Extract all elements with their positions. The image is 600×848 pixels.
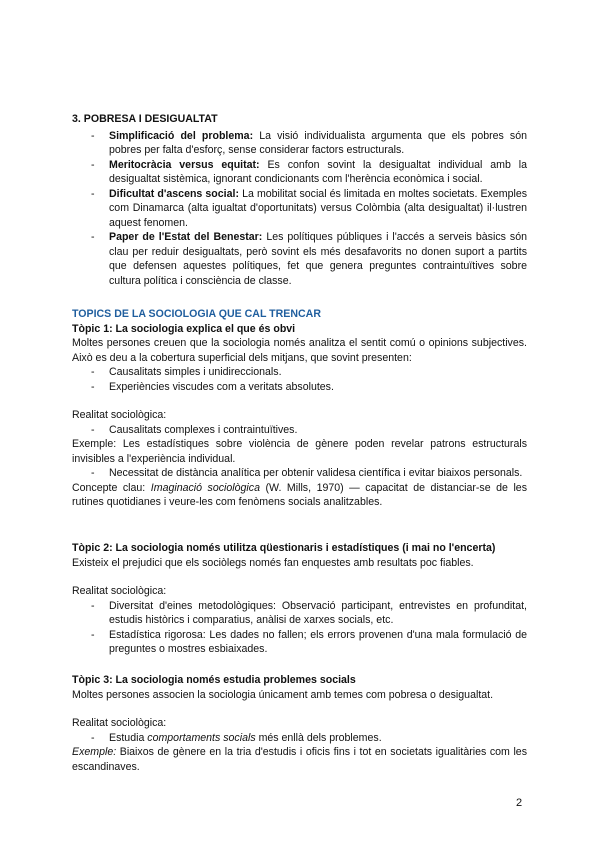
- item-rest: més enllà dels problemes.: [255, 731, 382, 744]
- item-text: La visió individualista argumenta que els pobres són pobres per falta d'esforç, sense considerar factors estructurals.: [109, 129, 528, 156]
- item-term: Simplificació del problema:: [109, 129, 254, 142]
- topic1-concept: [72, 481, 527, 510]
- topic1-intro: Moltes persones creuen que la sociologia només analitza el sentit comú o opinions subjectives. Això es deu a la cobertura superficial dels mitjans, que sovint presenten:: [72, 337, 527, 364]
- item-term: Paper de l'Estat del Benestar:: [109, 231, 263, 243]
- topic3-intro: Moltes persones associen la sociologia únicament amb temes com pobresa o desigualtat.: [72, 688, 494, 701]
- topic2-realitat: Realitat sociològica:: [72, 585, 167, 597]
- topic1-title: Tòpic 1: La sociologia explica el que és obvi: [72, 322, 296, 335]
- example-text: Biaixos de gènere en la tria d'estudis i oficis fins i tot en societats igualitàries com les escandinaves.: [72, 746, 527, 773]
- section-title: 3. POBRESA I DESIGUALTAT: [72, 113, 218, 125]
- topics-section: [72, 307, 527, 510]
- list-item: - Necessitat de distància analítica per obtenir validesa científica i evitar biaixos personals.: [72, 466, 527, 481]
- topic1-list3: [72, 466, 527, 481]
- topic2-list: [72, 599, 527, 657]
- item-term: Meritocràcia versus equitat:: [109, 158, 260, 171]
- item-text: Es confon sovint la desigualtat individual amb la desigualtat sistèmica, ignorant condicionants com l'herència econòmica i social.: [109, 158, 527, 185]
- topic3-title: Tòpic 3: La sociologia només estudia problemes socials: [72, 674, 356, 686]
- topic1-realitat: Realitat sociològica:: [72, 409, 167, 421]
- item-text: Les polítiques públiques i l'accés a serveis bàsics són clau per reduir desigualtats, però sovint els més desafavorits no donen suport a partits que defensen aquestes polítiques, fet que genera preguntes contraintuïtives sobre cultura política i consciència de classe.: [109, 231, 528, 287]
- topics-heading: TOPICS DE LA SOCIOLOGIA QUE CAL TRENCAR: [72, 308, 321, 320]
- list-item: [72, 731, 527, 746]
- topic2-intro: Existeix el prejudici que els sociòlegs només fan enquestes amb resultats poc fiables.: [72, 556, 474, 569]
- list-item: [72, 129, 527, 158]
- section-poverty: [72, 112, 527, 288]
- list-item: [72, 187, 527, 231]
- concept-term: Imaginació sociològica: [150, 481, 260, 494]
- item-term: comportaments socials: [147, 731, 256, 744]
- list-item: - Causalitats complexes i contraintuïtives.: [72, 423, 527, 438]
- item-prefix: Estudia: [109, 731, 148, 744]
- page-number: 2: [516, 797, 523, 809]
- topic1-list: [72, 365, 527, 394]
- example-label: Exemple:: [72, 746, 117, 758]
- list-item: - Causalitats simples i unidireccionals.: [72, 365, 527, 380]
- poverty-list: [72, 129, 527, 289]
- list-item: - Estadística rigorosa: Les dades no fallen; els errors provenen d'una mala formulació de preguntes o mostres esbiaixades.: [72, 628, 527, 657]
- topic1-list2: [72, 423, 527, 438]
- concept-rest: (W. Mills, 1970) — capacitat de distanciar-se de les rutines quotidianes i veure-les com fenòmens socials analitzables.: [72, 481, 527, 508]
- topic2-title: Tòpic 2: La sociologia només utilitza qüestionaris i estadístiques (i mai no l'encerta): [72, 542, 496, 554]
- item-term: Dificultat d'ascens social:: [109, 187, 239, 200]
- topic3-realitat: Realitat sociològica:: [72, 717, 167, 729]
- list-item: - Diversitat d'eines metodològiques: Observació participant, entrevistes en profunditat, estudis històrics i comparatius, anàlisi de xarxes socials, etc.: [72, 599, 527, 628]
- list-item: - Experiències viscudes com a veritats absolutes.: [72, 380, 527, 395]
- topic2-section: [72, 541, 527, 657]
- list-item: [72, 158, 527, 187]
- item-text: La mobilitat social és limitada en moltes societats. Exemples com Dinamarca (alta igualtat d'oportunitats) versus Colòmbia (alta desigualtat) il·lustren aquest fenomen.: [109, 187, 528, 229]
- topic1-example: Exemple: Les estadístiques sobre violència de gènere poden revelar patrons estructurals invisibles a l'experiència individual.: [72, 438, 527, 465]
- topic3-example: [72, 745, 527, 774]
- topic3-section: [72, 673, 527, 774]
- topic3-list: [72, 731, 527, 746]
- list-item: [72, 230, 527, 288]
- concept-prefix: Concepte clau:: [72, 481, 151, 494]
